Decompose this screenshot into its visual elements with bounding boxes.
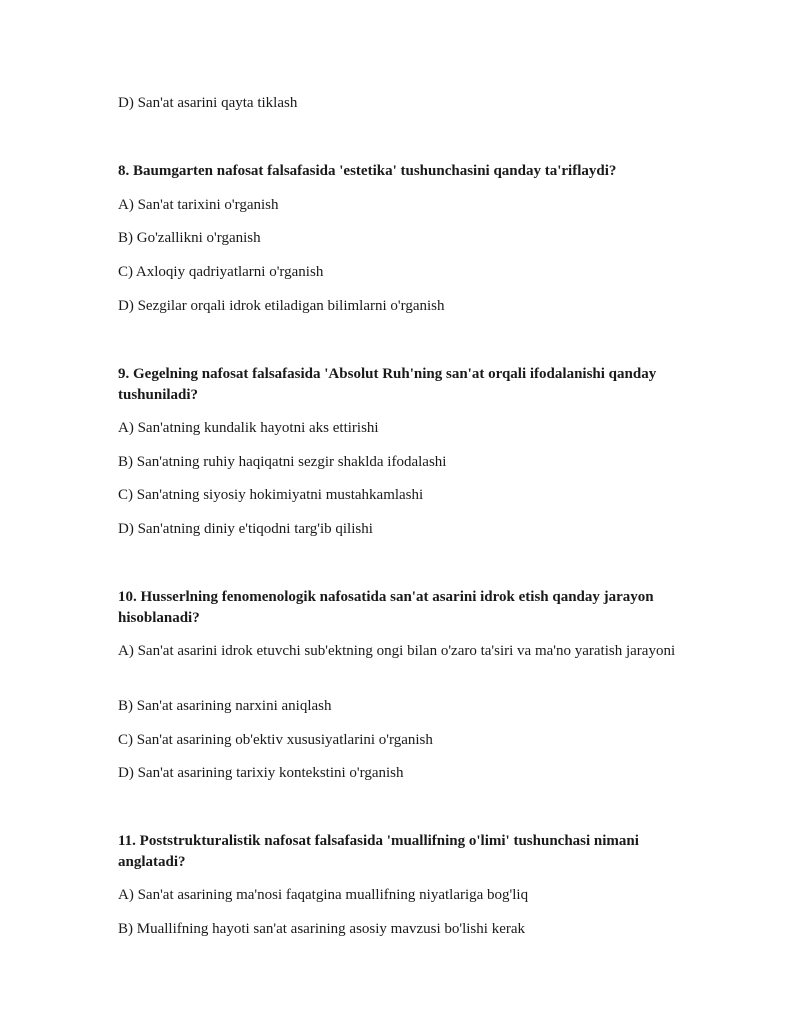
option-d: D) San'at asarining tarixiy kontekstini o'rganish bbox=[118, 765, 404, 781]
option-a: A) San'at asarini idrok etuvchi sub'ektning ongi bilan o'zaro ta'siri va ma'no yaratish jarayoni bbox=[118, 643, 676, 659]
option-d: D) Sezgilar orqali idrok etiladigan bilimlarni o'rganish bbox=[118, 298, 445, 314]
option-c: C) San'atning siyosiy hokimiyatni mustahkamlashi bbox=[118, 487, 424, 503]
option-b: B) San'at asarining narxini aniqlash bbox=[118, 698, 332, 714]
option-a: A) San'at asarining ma'nosi faqatgina muallifning niyatlariga bog'liq bbox=[118, 887, 529, 903]
question-11: 11. Poststrukturalistik nafosat falsafasida 'muallifning o'limi' tushunchasi nimani anglatadi? bbox=[118, 833, 639, 870]
option-a: A) San'atning kundalik hayotni aks ettirishi bbox=[118, 420, 379, 436]
question-8: 8. Baumgarten nafosat falsafasida 'estetika' tushunchasini qanday ta'riflaydi? bbox=[118, 163, 617, 179]
option-b: B) Go'zallikni o'rganish bbox=[118, 230, 261, 246]
question-10: 10. Husserlning fenomenologik nafosatida san'at asarini idrok etish qanday jarayon hisoblanadi? bbox=[118, 589, 654, 626]
option-c: C) Axloqiy qadriyatlarni o'rganish bbox=[118, 264, 324, 280]
option-d: D) San'atning diniy e'tiqodni targ'ib qilishi bbox=[118, 521, 373, 537]
option-c: C) San'at asarining ob'ektiv xususiyatlarini o'rganish bbox=[118, 732, 433, 748]
option-d: D) San'at asarini qayta tiklash bbox=[118, 95, 298, 111]
option-b: B) Muallifning hayoti san'at asarining asosiy mavzusi bo'lishi kerak bbox=[118, 921, 525, 937]
question-9: 9. Gegelning nafosat falsafasida 'Absolut Ruh'ning san'at orqali ifodalanishi qanday tushuniladi? bbox=[118, 366, 657, 403]
option-a: A) San'at tarixini o'rganish bbox=[118, 197, 279, 213]
option-b: B) San'atning ruhiy haqiqatni sezgir shaklda ifodalashi bbox=[118, 454, 447, 470]
